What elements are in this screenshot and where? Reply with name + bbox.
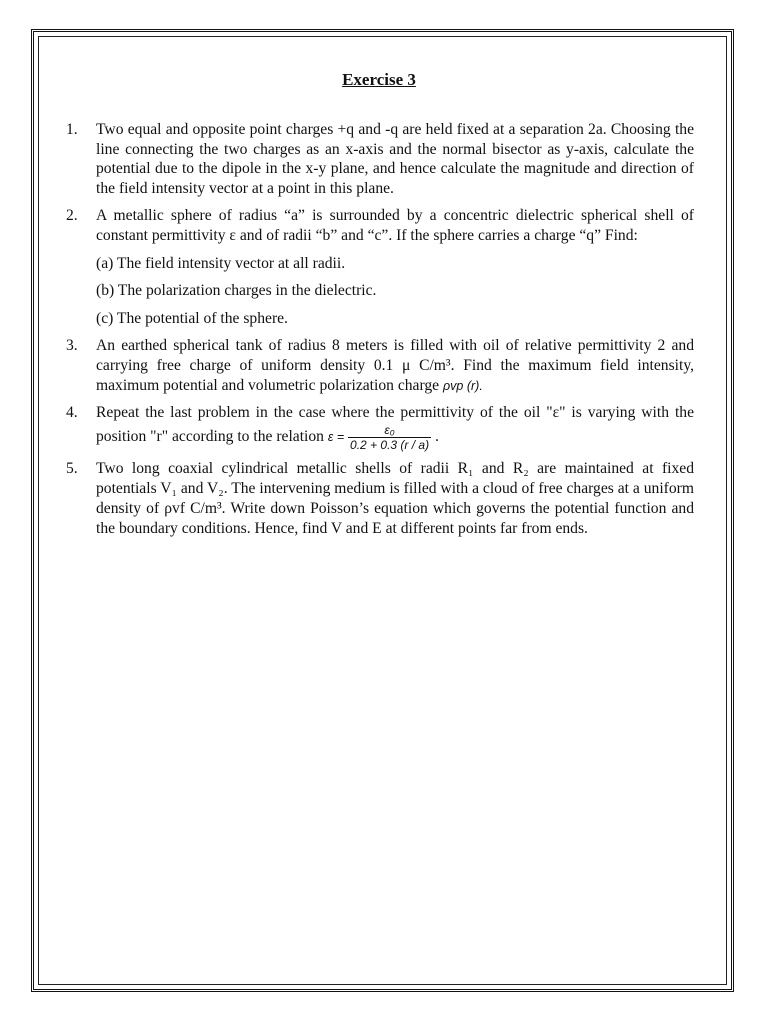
- document-body: [64, 70, 694, 545]
- permittivity-lhs: ε =: [327, 430, 345, 445]
- problem-1: [64, 120, 694, 199]
- problem-number: 5.: [66, 460, 78, 478]
- fraction-numerator: ε₀: [348, 423, 431, 438]
- permittivity-fraction: [348, 423, 431, 452]
- problem-text: A metallic sphere of radius “a” is surrounded by a concentric dielectric spherical shell of constant permittivity ε and of radii “b” and “c”. If the sphere carries a charge “q” Find:: [96, 206, 694, 244]
- problem-text-wrap: [96, 336, 694, 396]
- problem-text-wrap: [96, 403, 694, 452]
- problem-5: [64, 459, 694, 538]
- problem-number: 2.: [66, 206, 78, 224]
- problem-2: [64, 206, 694, 329]
- problem-number: 4.: [66, 404, 78, 422]
- polarization-charge-symbol: ρvp (r).: [443, 378, 483, 393]
- problem-text: An earthed spherical tank of radius 8 meters is filled with oil of relative permittivity 2 and carrying free charge of uniform density 0.1 μ C/m³. Find the maximum field intensity, maximum potential and volumetric polarization charge: [96, 336, 694, 394]
- problem-number: 3.: [66, 336, 78, 354]
- problem-4: [64, 403, 694, 452]
- problem-part: (a) The field intensity vector at all radii.: [96, 254, 346, 272]
- problem-part: (b) The polarization charges in the dielectric.: [96, 282, 377, 300]
- problem-text: Repeat the last problem in the case where the permittivity of the oil "ε" is varying with the position "r" according to the relation: [96, 404, 694, 446]
- problem-text: Two equal and opposite point charges +q and -q are held fixed at a separation 2a. Choosing the line connecting the two charges as an x-axis and the normal bisector as y-axis, calculate the potential due to the dipole in the x-y plane, and hence calculate the magnitude and direction of the field intensity vector at a point in this plane.: [96, 120, 694, 198]
- page-title: Exercise 3: [342, 70, 416, 89]
- problem-list: [64, 120, 694, 539]
- problem-number: 1.: [66, 120, 78, 138]
- problem-text: Two long coaxial cylindrical metallic shells of radii R₁ and R₂ are maintained at fixed potentials V₁ and V₂. The intervening medium is filled with a cloud of free charges at a uniform density of ρvf C/m³. Write down Poisson’s equation which governs the potential function and the boundary conditions. Hence, find V and E at different points far from ends.: [96, 460, 694, 537]
- problem-3: [64, 336, 694, 396]
- problem-part: (c) The potential of the sphere.: [96, 310, 288, 328]
- equation-tail: .: [435, 428, 439, 446]
- fraction-denominator: 0.2 + 0.3 (r / a): [350, 438, 430, 453]
